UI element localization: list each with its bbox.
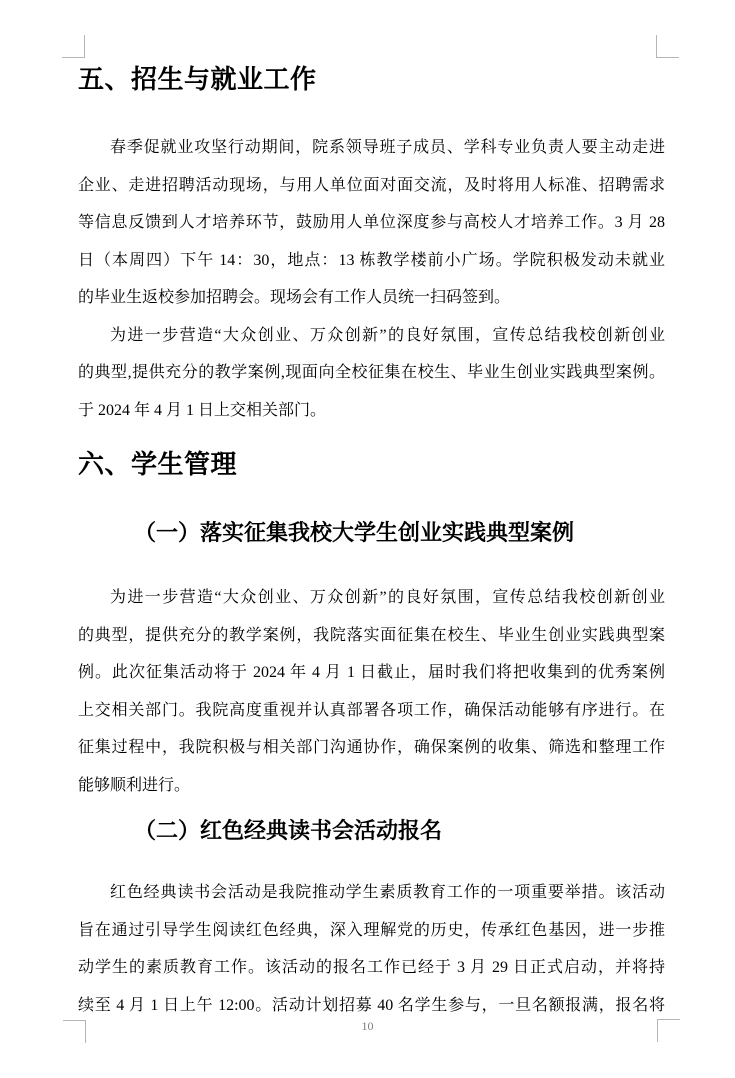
paragraph-line: 日（本周四）下午 14：30，地点：13 栋教学楼前小广场。学院积极发动未就业 [78,251,665,269]
paragraph-line: 的毕业生返校参加招聘会。现场会有工作人员统一扫码签到。 [78,289,511,306]
paragraph-line: 能够顺利进行。 [78,776,191,794]
section-5-heading: 五、招生与就业工作 [78,64,317,94]
section-6-sub-1-paragraph [78,579,665,804]
crop-mark-top-left-icon [62,35,85,58]
paragraph-line: 为进一步营造“大众创业、万众创新”的良好氛围，宣传总结我校创新创业 [110,326,665,344]
paragraph-line: 的典型,提供充分的教学案例,现面向全校征集在校生、毕业生创业实践典型案例。 [78,364,665,381]
paragraph-line: 红色经典读书会活动是我院推动学生素质教育工作的一项重要举措。该活动 [110,884,665,901]
paragraph-line: 春季促就业攻坚行动期间，院系领导班子成员、学科专业负责人要主动走进 [110,139,665,156]
paragraph-line: 的典型，提供充分的教学案例，我院落实面征集在校生、毕业生创业实践典型案 [78,626,665,644]
paragraph-line: 为进一步营造“大众创业、万众创新”的良好氛围，宣传总结我校创新创业 [110,589,665,606]
paragraph-line: 等信息反馈到人才培养环节，鼓励用人单位深度参与高校人才培养工作。3 月 28 [78,214,665,231]
paragraph-line: 续至 4 月 1 日上午 12:00。活动计划招募 40 名学生参与，一旦名额报满，报名将 [78,996,665,1014]
crop-mark-top-right-icon [656,35,679,58]
section-6-sub-2-heading: （二）红色经典读书会活动报名 [134,818,443,843]
paragraph-line: 企业、走进招聘活动现场，与用人单位面对面交流，及时将用人标准、招聘需求 [78,176,665,194]
page-number: 10 [361,1019,374,1033]
paragraph-line: 征集过程中，我院积极与相关部门沟通协作，确保案例的收集、筛选和整理工作 [78,739,665,756]
paragraph-line: 于 2024 年 4 月 1 日上交相关部门。 [78,401,327,419]
section-6-heading: 六、学生管理 [78,449,238,479]
paragraph-line: 上交相关部门。我院高度重视并认真部署各项工作，确保活动能够有序进行。在 [78,701,665,719]
paragraph-line: 旨在通过引导学生阅读红色经典，深入理解党的历史，传承红色基因，进一步推 [78,921,665,939]
paragraph-line: 动学生的素质教育工作。该活动的报名工作已经于 3 月 29 日正式启动，并将持 [78,959,665,976]
section-6-sub-2-paragraph [78,874,665,1024]
section-5-paragraphs [78,129,665,429]
section-6-sub-1-heading: （一）落实征集我校大学生创业实践典型案例 [134,520,575,545]
paragraph-line: 例。此次征集活动将于 2024 年 4 月 1 日截止，届时我们将把收集到的优秀案例 [78,664,665,681]
